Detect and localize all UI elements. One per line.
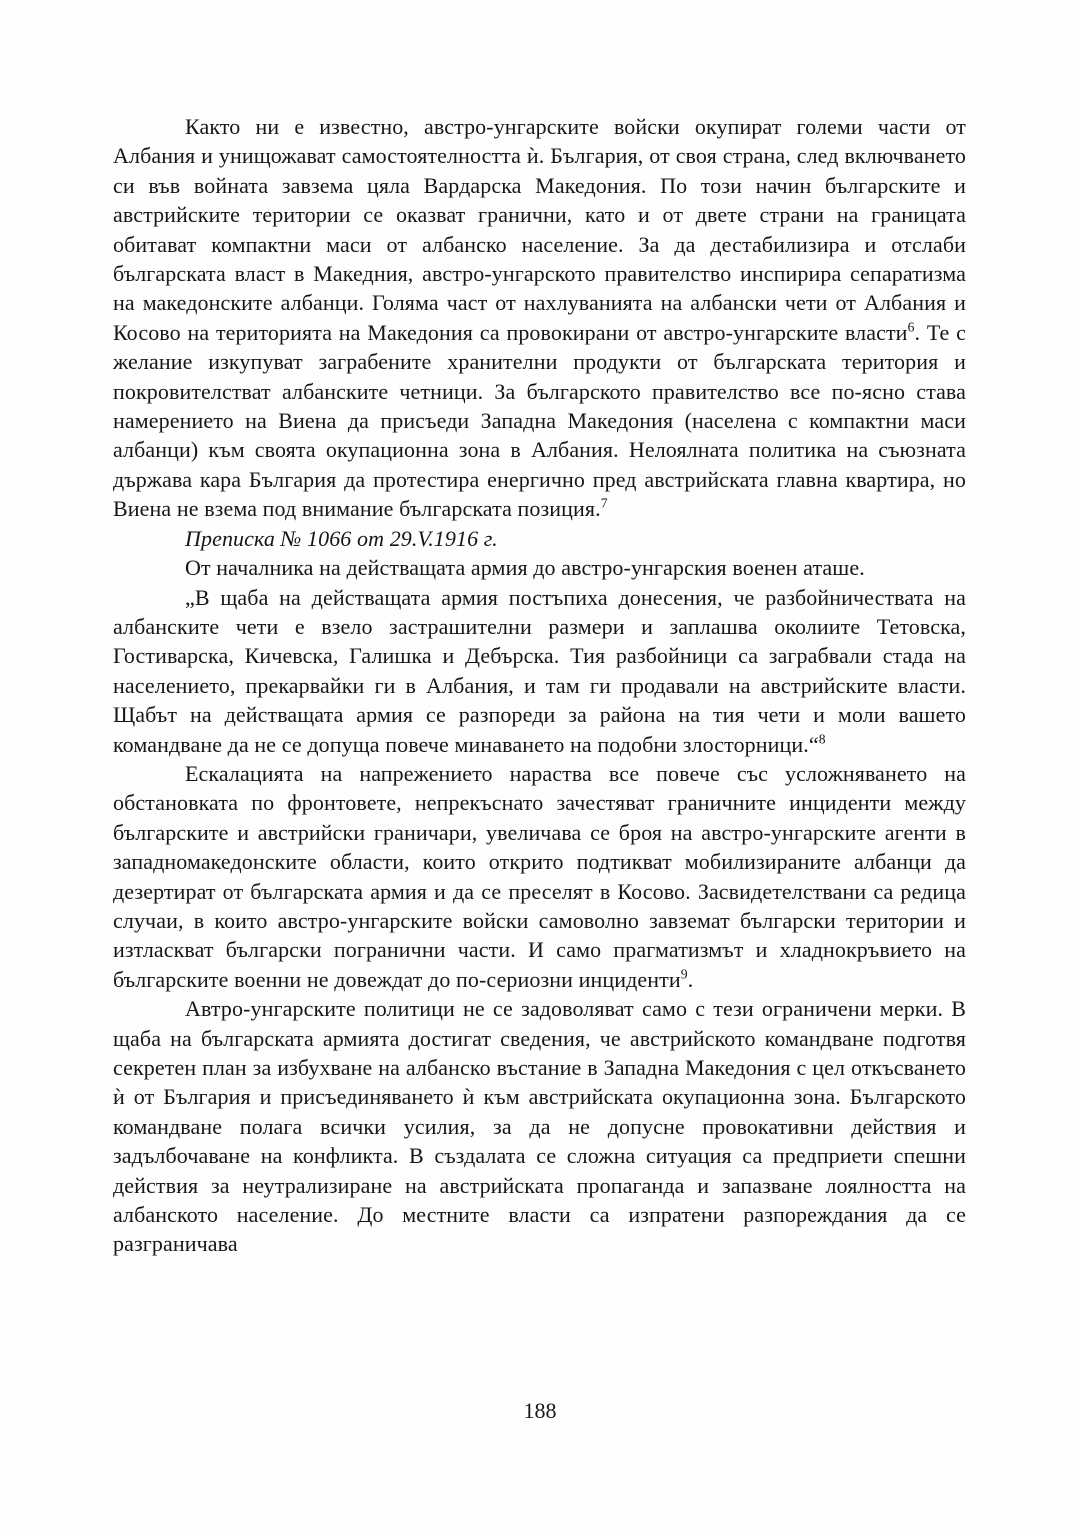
footnote-marker: 8 (818, 731, 826, 747)
paragraph-politics (113, 994, 966, 1259)
paragraph-intro (113, 112, 966, 524)
text-run: . (687, 966, 694, 992)
text-run: От началника на действащата армия до австро-унгарския военен аташе. (185, 555, 865, 581)
paragraph-escalation (113, 759, 966, 994)
text-run: Ескалацията на напрежението нараства все повече със усложняването на обстановката по фронтовете, непрекъснато зачестяват граничните инциденти между българските и австрийски граничари, увеличава се броя на австро-унгарските агенти в западномакедонските области, които открито подтикват мобилизираните албанци да дезертират от българската армия и да се преселят в Косово. Засвидетелствани са редица случаи, в които австро-унгарските войски самоволно завземат български територии и изтласкват български погранични части. И само прагматизмът и хладнокръвието на българските военни не довеждат до по-сериозни инциденти (113, 760, 966, 992)
footnote-marker: 7 (600, 495, 608, 511)
page-text (113, 112, 966, 1259)
footnote-marker: 6 (907, 319, 915, 335)
paragraph-document-heading (113, 524, 966, 553)
text-run: „В щаба на действащата армия постъпиха донесения, че разбойничествата на албанските чети е взело застрашителни размери и заплашва околиите Тетовска, Гостиварска, Кичевска, Галишка и Дебърска. Тия разбойници са заграбвали стада на населението, прекарвайки ги в Албания, и там ги продавали на австрийските власти. Щабът на действащата армия се разпореди за района на тия чети и моли вашето командване да не се допуща повече минаването на подобни злосторници.“ (113, 584, 966, 757)
page-number: 188 (523, 1398, 557, 1423)
paragraph-quote (113, 583, 966, 759)
footnote-marker: 9 (680, 966, 688, 982)
text-run: Както ни е известно, австро-унгарските войски окупират големи части от Албания и унищожават самостоятелността ѝ. България, от своя страна, след включването си във войната завзема цяла Вардарска Македония. По този начин българските и австрийските територии се оказват гранични, като и от двете страни на границата обитават компактни маси от албанско население. За да дестабилизира и отслаби българската власт в Македния, австро-унгарското правителство инспирира сепаратизма на македонските албанци. Голяма част от нахлуванията на албански чети от Албания и Косово на територията на Македония са провокирани от австро-унгарските власти (113, 114, 966, 345)
text-run: Преписка № 1066 от 29.V.1916 г. (185, 525, 498, 551)
paragraph-document-source (113, 553, 966, 582)
text-run: . Те с желание изкупуват заграбените хранителни продукти от българската територия и покровителстват албанските четници. За българското правителство все по-ясно става намерението на Виена да присъеди Западна Македония (населена с компактни маси албанци) към своята окупационна зона в Албания. Нелоялната политика на съюзната държава кара България да протестира енергично пред австрийската главна квартира, но Виена не взема под внимание българската позиция. (113, 319, 966, 522)
text-run: Автро-унгарските политици не се задоволяват само с тези ограничени мерки. В щаба на българската армията достигат сведения, че австрийското командване подготвя секретен план за избухване на албанско въстание в Западна Македония с цел откъсването ѝ от България и присъединяването ѝ към австрийската окупационна зона. Българското командване полага всички усилия, за да не допусне провокативни действия и задълбочаване на конфликта. В създалата се сложна ситуация са предприети спешни действия за неутрализиране на австрийската пропаганда и запазване лоялността на албанското население. До местните власти са изпратени разпореждания да се разграничава (113, 996, 966, 1257)
